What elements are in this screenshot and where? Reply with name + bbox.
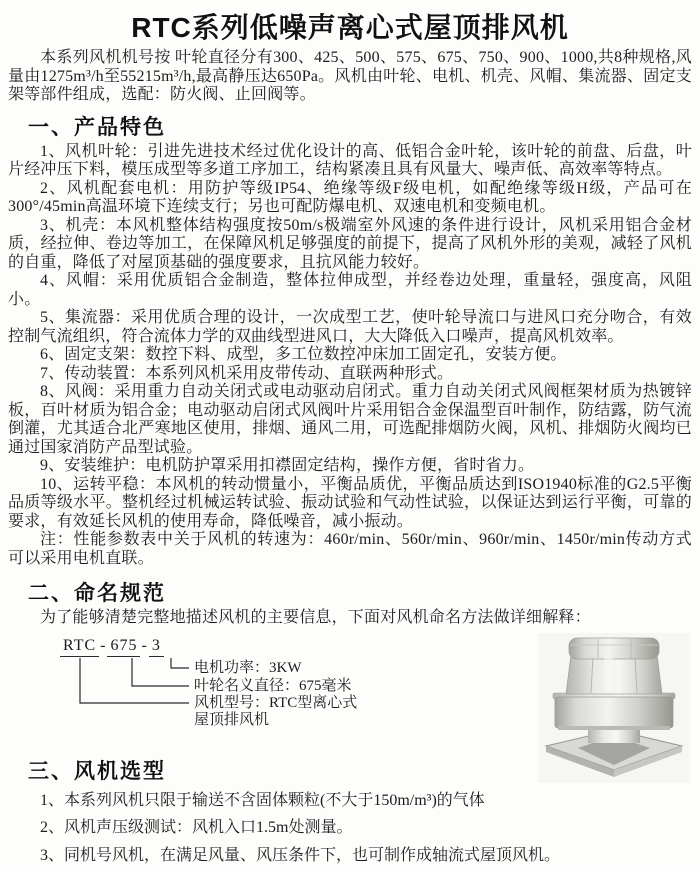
section-heading-features: 一、产品特色 <box>28 115 166 139</box>
intro-paragraph: 本系列风机机号按 叶轮直径分有300、425、500、575、675、750、900、1000,共8种规格,风量由1275m³/h至55215m³/h,最高静压达650Pa。风机由叶轮、电机、机壳、风帽、集流器、固定支架等部件组成，选配：防火阀、止回阀等。 <box>8 49 692 103</box>
model-code-dash-1: - <box>100 636 107 654</box>
naming-label-model-cont: 屋顶排风机 <box>194 711 270 728</box>
feature-item-9: 9、安装维护：电机防护罩采用扣襟固定结构，操作方便，省时省力。 <box>40 457 535 474</box>
model-code-series: RTC <box>60 637 99 657</box>
naming-diagram <box>8 637 692 739</box>
feature-item-3: 3、机壳：本风机整体结构强度按50m/s极端室外风速的条件进行设计，风机采用铝合金材质，经拉伸、卷边等加工，在保障风机足够强度的前提下，提高了风机外形的美观，减轻了风机的自重，降低了对屋顶基础的强度要求，且抗风能力较好。 <box>8 216 692 271</box>
model-code-diameter: 675 <box>107 637 140 657</box>
selection-item-3: 3、同机号风机，在满足风量、风压条件下，也可制作成轴流式屋顶风机。 <box>40 846 561 864</box>
feature-item-2: 2、风机配套电机：用防护等级IP54、绝缘等级F级电机，如配绝缘等级H级，产品可在300°/45min高温环境下连续支行；另也可配防爆电机、双速电机和变频电机。 <box>8 179 692 215</box>
feature-item-6: 6、固定支架：数控下料、成型，多工位数控冲床加工固定孔，安装方便。 <box>40 346 567 363</box>
selection-item-1: 1、本系列风机只限于输送不含固体颗粒(不大于150m/m³)的气体 <box>40 791 485 809</box>
roof-fan-illustration <box>538 633 690 783</box>
naming-label-diameter: 叶轮名义直径：675毫米 <box>194 677 352 694</box>
section-heading-selection: 三、风机选型 <box>28 759 166 783</box>
feature-item-8: 8、风阀：采用重力自动关闭式或电动驱动启闭式。重力自动关闭式风阀框架材质为热镀锌板，百叶材质为铝合金；电动驱动启闭式风阀叶片采用铝合金保温型百叶制作，防结露，防气流倒灌，尤其适合北严寒地区使用，排烟、通风二用，可选配排烟防火阀，风机、排烟防火阀均已通过国家消防产品型试验。 <box>8 383 692 456</box>
naming-intro: 为了能够清楚完整地描述风机的主要信息，下面对风机命名方法做详细解释： <box>40 609 591 626</box>
feature-item-1: 1、风机叶轮：引进先进技术经过优化设计的高、低铝合金叶轮，该叶轮的前盘、后盘，叶片经冲压下料，模压成型等多道工序加工，结构紧凑且具有风量大、噪声低、高效率等特点。 <box>8 142 692 178</box>
fan-photo <box>538 633 690 783</box>
feature-item-10: 10、运转平稳：本风机的转动惯量小，平衡品质优，平衡品质达到ISO1940标准的G2.5平衡品质等级水平。整机经过机械运转试验、振动试验和气动性试验，以保证达到运行平衡，可靠的要求，有效延长风机的使用寿命，降低噪音，减小振动。 <box>8 475 692 530</box>
section-heading-naming: 二、命名规范 <box>28 582 166 605</box>
feature-note: 注：性能参数表中关于风机的转速为：460r/min、560r/min、960r/min、1450r/min传动方式可以采用电机直联。 <box>8 531 692 567</box>
model-code-dash-2: - <box>141 636 148 654</box>
naming-label-model: 风机型号：RTC型离心式 <box>194 694 358 711</box>
page-content <box>0 6 700 869</box>
selection-item-2: 2、风机声压级测试：风机入口1.5m处测量。 <box>40 819 353 836</box>
feature-item-7: 7、传动装置：本系列风机采用皮带传动、直联两种形式。 <box>40 364 454 382</box>
feature-item-5: 5、集流器：采用优质合理的设计，一次成型工艺，使叶轮导流口与进风口充分吻合，有效控制气流组织，符合流体力学的双曲线型进风口，大大降低入口噪声，提高风机效率。 <box>8 309 692 345</box>
model-code-power: 3 <box>149 637 164 657</box>
feature-item-4: 4、风帽：采用优质铝合金制造，整体拉伸成型，并经卷边处理，重量轻，强度高，风阻小。 <box>8 272 692 308</box>
naming-label-power: 电机功率：3KW <box>194 659 302 676</box>
page-title: RTC系列低噪声离心式屋顶排风机 <box>131 12 569 43</box>
model-code <box>60 637 164 655</box>
